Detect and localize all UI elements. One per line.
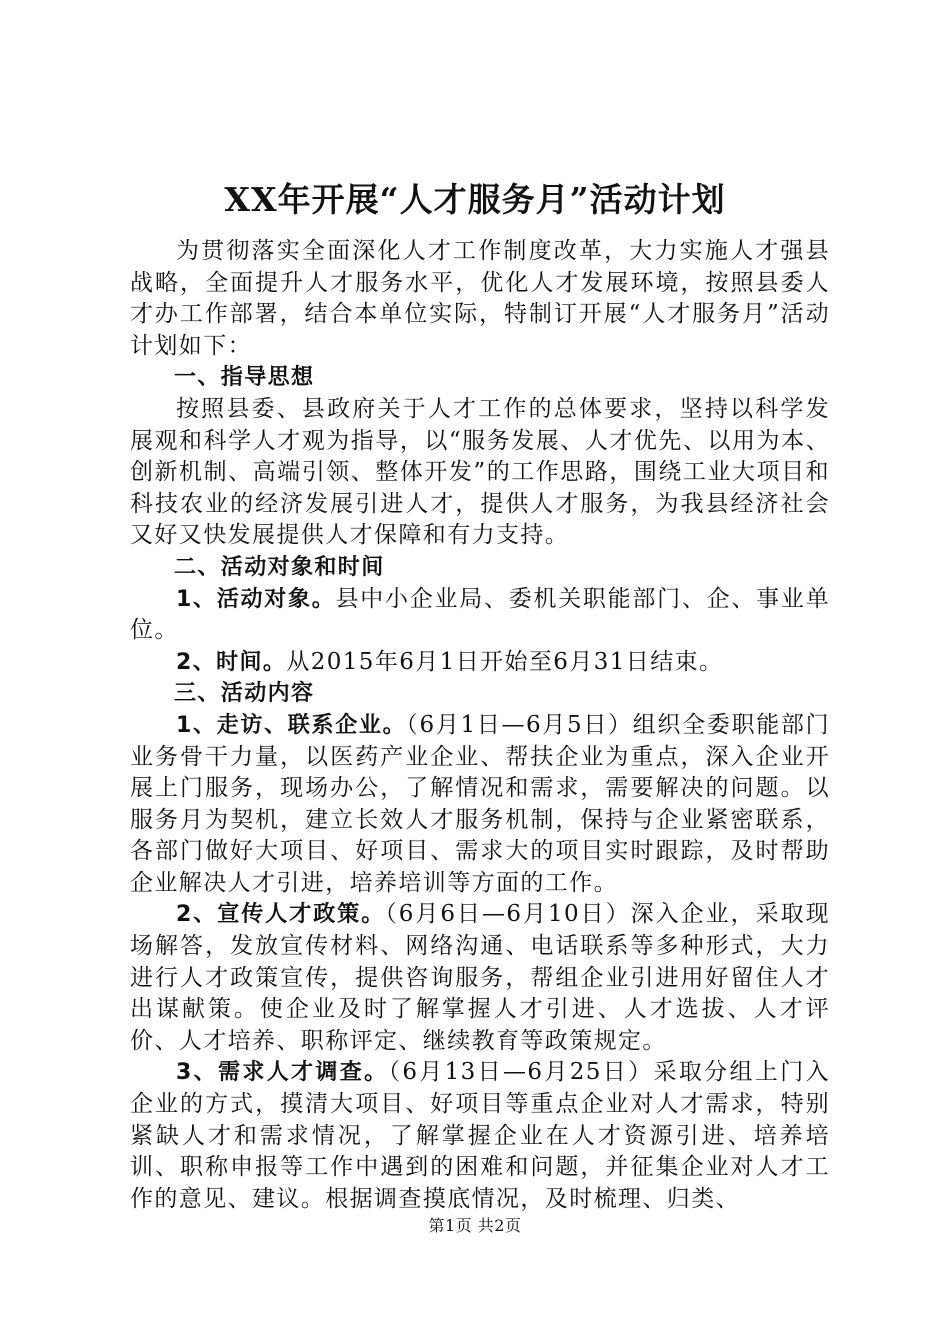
section-heading-guiding-thought: 一、指导思想 [174,365,315,391]
talent-survey-paragraph [130,1057,830,1215]
talent-survey-lead: 3、需求人才调查。 [176,1060,389,1086]
document-title: XX年开展“人才服务月”活动计划 [224,180,726,219]
page-footer: 第1页 共2页 [428,1216,522,1235]
promote-policy-lead: 2、宣传人才政策。 [176,902,386,928]
talent-survey-text: （6月13日—6月25日）采取分组上门入企业的方式，摸清大项目、好项目等重点企业对人才需求，特别紧缺人才和需求情况，了解掌握企业在人才资源引进、培养培训、职称申报等工作中遇到的困难和问题，并征集企业对人才工作的意见、建议。根据调查摸底情况，及时梳理、归类、 [130,1059,830,1212]
visit-enterprises-lead: 1、走访、联系企业。 [176,712,407,738]
time-text: 从2015年6月1日开始至6月31日结束。 [286,648,724,675]
visit-enterprises-paragraph [130,710,830,900]
promote-policy-text: （6月6日—6月10日）深入企业，采取现场解答，发放宣传材料、网络沟通、电话联系等多种形式，大力进行人才政策宣传，提供咨询服务，帮组企业引进用好留住人才出谋献策。使企业及时了解掌握人才引进、人才选拔、人才评价、人才培养、职称评定、继续教育等政策规定。 [130,901,830,1054]
targets-text: 县中小企业局、委机关职能部门、企、事业单位。 [130,585,831,644]
time-paragraph [130,647,830,679]
promote-policy-paragraph [130,899,830,1057]
intro-paragraph: 为贯彻落实全面深化人才工作制度改革，大力实施人才强县战略，全面提升人才服务水平，优化人才发展环境，按照县委人才办工作部署，结合本单位实际，特制订开展“人才服务月”活动计划如下： [130,238,830,359]
guiding-thought-paragraph: 按照县委、县政府关于人才工作的总体要求，坚持以科学发展观和科学人才观为指导，以“服务发展、人才优先、以用为本、创新机制、高端引领、整体开发”的工作思路，围绕工业大项目和科技农业的经济发展引进人才，提供人才服务，为我县经济社会又好又快发展提供人才保障和有力支持。 [130,395,830,549]
targets-paragraph [130,584,830,647]
section-heading-targets-and-time: 二、活动对象和时间 [174,554,385,580]
visit-enterprises-text: （6月1日—6月5日）组织全委职能部门业务骨干力量，以医药产业企业、帮扶企业为重点，深入企业开展上门服务，现场办公，了解情况和需求，需要解决的问题。以服务月为契机，建立长效人才服务机制，保持与企业紧密联系，各部门做好大项目、好项目、需求大的项目实时跟踪，及时帮助企业解决人才引进，培养培训等方面的工作。 [130,711,830,896]
time-lead: 2、时间。 [176,649,287,675]
section-heading-activity-content: 三、活动内容 [174,681,315,707]
document-body [130,236,830,1215]
targets-lead: 1、活动对象。 [176,586,336,612]
